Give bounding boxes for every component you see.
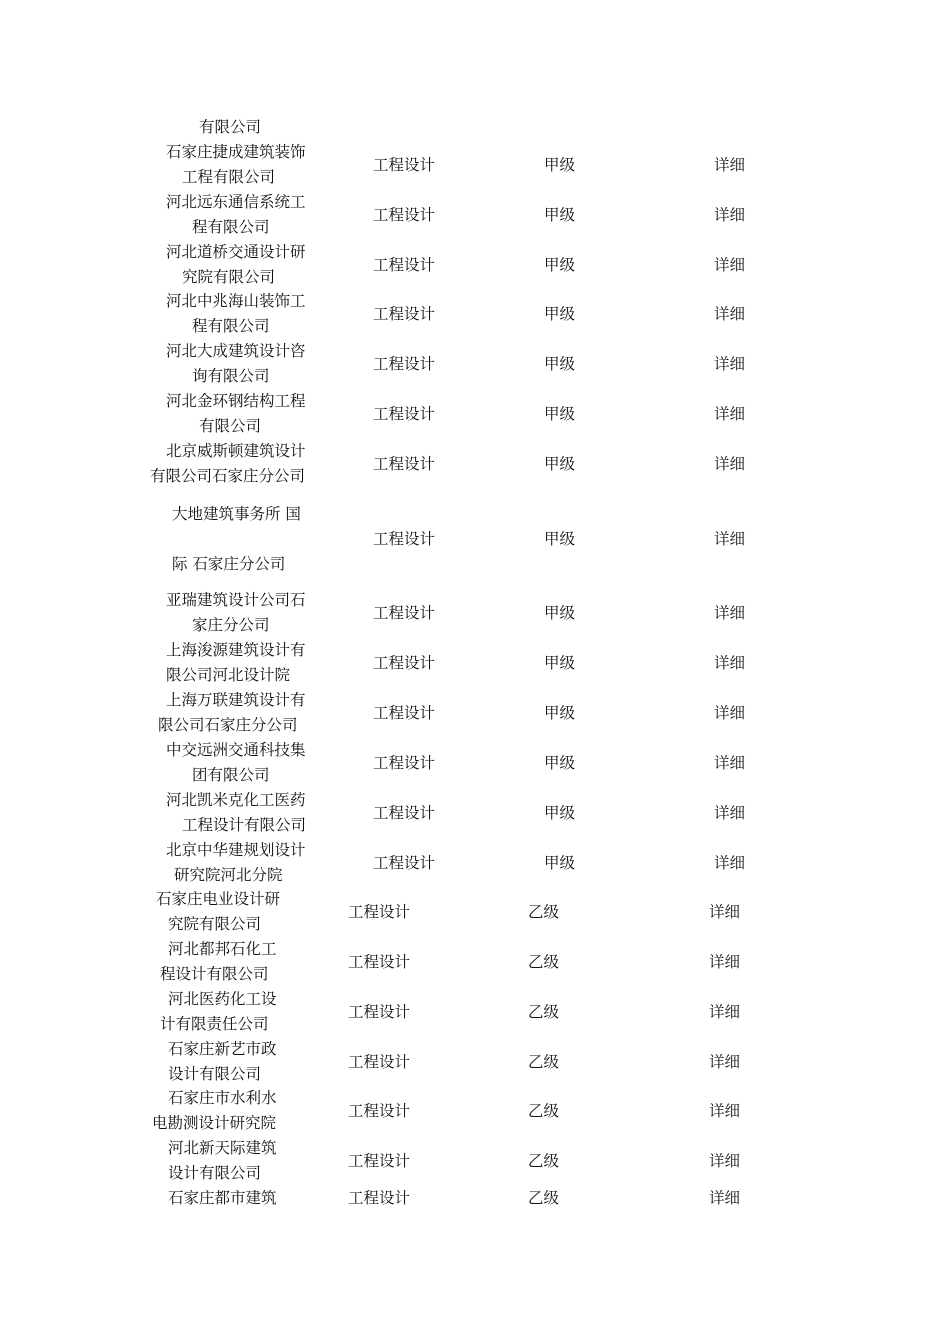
detail-link[interactable]: 详细 bbox=[709, 953, 741, 971]
company-name-line1: 上海万联建筑设计有 bbox=[166, 691, 306, 709]
company-name-line1: 河北远东通信系统工 bbox=[166, 193, 306, 211]
qualification-grade: 甲级 bbox=[544, 854, 576, 872]
company-name-line1: 北京威斯顿建筑设计 bbox=[166, 442, 306, 460]
company-name-line1: 石家庄市水利水 bbox=[168, 1089, 277, 1107]
qualification-grade: 乙级 bbox=[528, 1102, 560, 1120]
qualification-type: 工程设计 bbox=[373, 704, 436, 722]
detail-link[interactable]: 详细 bbox=[714, 854, 746, 872]
qualification-type: 工程设计 bbox=[373, 305, 436, 323]
qualification-type: 工程设计 bbox=[348, 1102, 411, 1120]
qualification-type: 工程设计 bbox=[373, 206, 436, 224]
detail-link[interactable]: 详细 bbox=[714, 530, 746, 548]
company-name-line1: 亚瑞建筑设计公司石 bbox=[166, 591, 306, 609]
company-name-line2: 程有限公司 bbox=[192, 317, 270, 335]
company-name-line1: 河北道桥交通设计研 bbox=[166, 243, 306, 261]
qualification-grade: 甲级 bbox=[544, 206, 576, 224]
company-name-line2: 设计有限公司 bbox=[168, 1065, 262, 1083]
detail-link[interactable]: 详细 bbox=[714, 206, 746, 224]
qualification-type: 工程设计 bbox=[348, 1189, 411, 1207]
detail-link[interactable]: 详细 bbox=[709, 1102, 741, 1120]
qualification-type: 工程设计 bbox=[373, 156, 436, 174]
qualification-type: 工程设计 bbox=[348, 903, 411, 921]
qualification-grade: 甲级 bbox=[544, 305, 576, 323]
qualification-type: 工程设计 bbox=[373, 854, 436, 872]
company-name-line1: 大地建筑事务所 国 bbox=[172, 505, 301, 523]
detail-link[interactable]: 详细 bbox=[714, 256, 746, 274]
detail-link[interactable]: 详细 bbox=[709, 1053, 741, 1071]
company-name-line2: 程设计有限公司 bbox=[160, 965, 269, 983]
qualification-grade: 甲级 bbox=[544, 355, 576, 373]
company-name-line2: 究院有限公司 bbox=[168, 915, 262, 933]
qualification-grade: 甲级 bbox=[544, 156, 576, 174]
qualification-grade: 甲级 bbox=[544, 405, 576, 423]
company-name-fragment: 有限公司 bbox=[199, 118, 262, 136]
company-name-line2: 有限公司石家庄分公司 bbox=[150, 467, 306, 485]
qualification-type: 工程设计 bbox=[373, 804, 436, 822]
qualification-grade: 甲级 bbox=[544, 256, 576, 274]
qualification-type: 工程设计 bbox=[373, 604, 436, 622]
company-name-line2: 设计有限公司 bbox=[168, 1164, 262, 1182]
company-name-line2: 工程设计有限公司 bbox=[182, 816, 307, 834]
detail-link[interactable]: 详细 bbox=[709, 1152, 741, 1170]
company-name-line2: 际 石家庄分公司 bbox=[172, 555, 286, 573]
company-name-line1: 河北大成建筑设计咨 bbox=[166, 342, 306, 360]
qualification-type: 工程设计 bbox=[373, 754, 436, 772]
company-name-line2: 家庄分公司 bbox=[192, 616, 270, 634]
company-name-line2: 工程有限公司 bbox=[182, 168, 276, 186]
company-name-line1: 中交远洲交通科技集 bbox=[166, 741, 306, 759]
qualification-grade: 乙级 bbox=[528, 1189, 560, 1207]
qualification-type: 工程设计 bbox=[373, 455, 436, 473]
qualification-grade: 甲级 bbox=[544, 455, 576, 473]
qualification-type: 工程设计 bbox=[348, 1152, 411, 1170]
qualification-grade: 甲级 bbox=[544, 704, 576, 722]
qualification-grade: 甲级 bbox=[544, 754, 576, 772]
detail-link[interactable]: 详细 bbox=[714, 455, 746, 473]
detail-link[interactable]: 详细 bbox=[714, 654, 746, 672]
qualification-grade: 甲级 bbox=[544, 604, 576, 622]
qualification-type: 工程设计 bbox=[373, 654, 436, 672]
detail-link[interactable]: 详细 bbox=[714, 355, 746, 373]
qualification-type: 工程设计 bbox=[373, 405, 436, 423]
detail-link[interactable]: 详细 bbox=[714, 754, 746, 772]
company-name-line2: 有限公司 bbox=[199, 417, 262, 435]
company-name-line2: 限公司石家庄分公司 bbox=[158, 716, 298, 734]
company-name-line1: 河北新天际建筑 bbox=[168, 1139, 277, 1157]
company-name-line1: 石家庄都市建筑 bbox=[168, 1189, 277, 1207]
qualification-grade: 甲级 bbox=[544, 804, 576, 822]
qualification-grade: 乙级 bbox=[528, 903, 560, 921]
qualification-type: 工程设计 bbox=[348, 953, 411, 971]
company-name-line2: 团有限公司 bbox=[192, 766, 270, 784]
detail-link[interactable]: 详细 bbox=[714, 604, 746, 622]
company-name-line2: 询有限公司 bbox=[192, 367, 270, 385]
company-name-line2: 计有限责任公司 bbox=[160, 1015, 269, 1033]
company-name-line1: 河北都邦石化工 bbox=[168, 940, 277, 958]
detail-link[interactable]: 详细 bbox=[709, 1189, 741, 1207]
company-name-line1: 河北金环钢结构工程 bbox=[166, 392, 306, 410]
detail-link[interactable]: 详细 bbox=[714, 405, 746, 423]
company-name-line1: 石家庄新艺市政 bbox=[168, 1040, 277, 1058]
qualification-grade: 甲级 bbox=[544, 530, 576, 548]
detail-link[interactable]: 详细 bbox=[714, 804, 746, 822]
company-name-line1: 上海浚源建筑设计有 bbox=[166, 641, 306, 659]
qualification-grade: 乙级 bbox=[528, 953, 560, 971]
company-name-line1: 北京中华建规划设计 bbox=[166, 841, 306, 859]
company-name-line1: 河北凯米克化工医药 bbox=[166, 791, 306, 809]
company-name-line2: 电勘测设计研究院 bbox=[152, 1114, 277, 1132]
qualification-type: 工程设计 bbox=[348, 1053, 411, 1071]
qualification-grade: 乙级 bbox=[528, 1053, 560, 1071]
company-name-line2: 限公司河北设计院 bbox=[166, 666, 291, 684]
qualification-type: 工程设计 bbox=[348, 1003, 411, 1021]
qualification-grade: 乙级 bbox=[528, 1003, 560, 1021]
company-name-line2: 究院有限公司 bbox=[182, 268, 276, 286]
qualification-type: 工程设计 bbox=[373, 530, 436, 548]
company-name-line1: 河北中兆海山装饰工 bbox=[166, 292, 306, 310]
detail-link[interactable]: 详细 bbox=[709, 903, 741, 921]
company-name-line2: 研究院河北分院 bbox=[174, 866, 283, 884]
company-name-line1: 石家庄电业设计研 bbox=[156, 890, 281, 908]
qualification-grade: 甲级 bbox=[544, 654, 576, 672]
detail-link[interactable]: 详细 bbox=[714, 156, 746, 174]
qualification-type: 工程设计 bbox=[373, 355, 436, 373]
qualification-type: 工程设计 bbox=[373, 256, 436, 274]
detail-link[interactable]: 详细 bbox=[714, 305, 746, 323]
company-name-line1: 河北医药化工设 bbox=[168, 990, 277, 1008]
company-name-line2: 程有限公司 bbox=[192, 218, 270, 236]
company-name-line1: 石家庄捷成建筑装饰 bbox=[166, 143, 306, 161]
detail-link[interactable]: 详细 bbox=[709, 1003, 741, 1021]
qualification-grade: 乙级 bbox=[528, 1152, 560, 1170]
detail-link[interactable]: 详细 bbox=[714, 704, 746, 722]
